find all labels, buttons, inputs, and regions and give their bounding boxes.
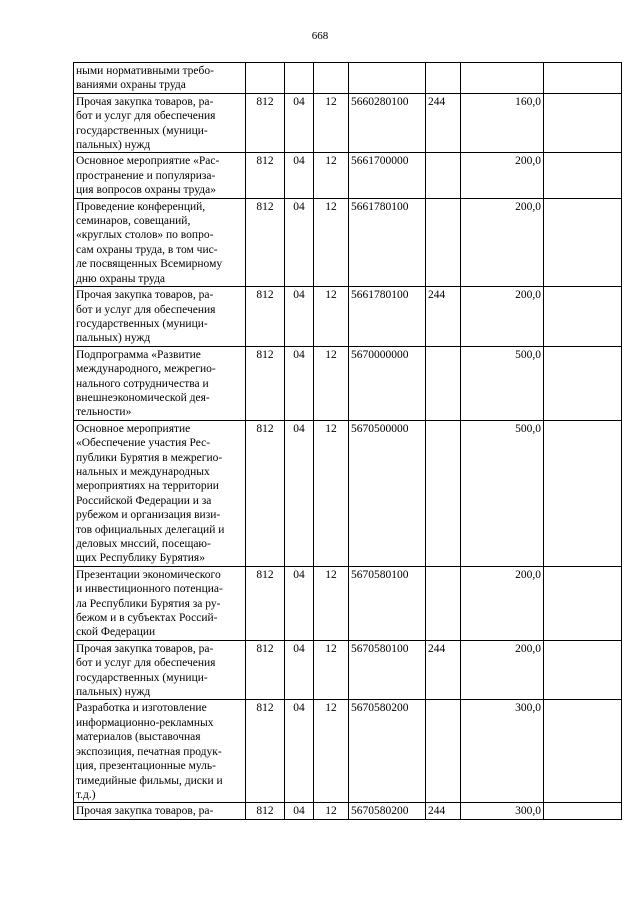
amount-cell: 160,0	[461, 93, 544, 153]
amount-cell: 200,0	[461, 198, 544, 286]
empty-cell	[544, 420, 622, 566]
empty-cell	[544, 640, 622, 700]
amount-cell: 200,0	[461, 566, 544, 640]
glava-code-cell: 812	[246, 346, 285, 420]
empty-cell	[544, 346, 622, 420]
budget-table-body	[74, 63, 622, 820]
expense-type-cell	[426, 198, 461, 286]
section-code-cell: 04	[285, 287, 314, 347]
expense-type-cell	[426, 420, 461, 566]
row-name-cell: Прочая закупка товаров, ра- бот и услуг для обеспечения государственных (муници- пальных) нужд	[74, 640, 246, 700]
subsection-code-cell: 12	[314, 198, 349, 286]
row-name-cell: Проведение конференций, семинаров, совещаний, «круглых столов» по вопро- сам охраны труда, в том чис- ле посвященных Всемирному дню охраны труда	[74, 198, 246, 286]
subsection-code-cell: 12	[314, 287, 349, 347]
expense-type-cell	[426, 63, 461, 94]
table-row	[74, 287, 622, 347]
row-name-cell: Подпрограмма «Развитие международного, межрегио- нального сотрудничества и внешнеэкономической дея- тельности»	[74, 346, 246, 420]
empty-cell	[544, 153, 622, 198]
empty-cell	[544, 700, 622, 803]
table-row	[74, 63, 622, 94]
section-code-cell	[285, 63, 314, 94]
target-article-cell: 5670580200	[349, 700, 426, 803]
amount-cell: 300,0	[461, 803, 544, 819]
table-row	[74, 640, 622, 700]
row-name-cell: Основное мероприятие «Рас- пространение и популяриза- ция вопросов охраны труда»	[74, 153, 246, 198]
glava-code-cell: 812	[246, 198, 285, 286]
target-article-cell: 5661780100	[349, 198, 426, 286]
amount-cell: 200,0	[461, 640, 544, 700]
expense-type-cell: 244	[426, 640, 461, 700]
target-article-cell: 5661700000	[349, 153, 426, 198]
target-article-cell: 5661780100	[349, 287, 426, 347]
expense-type-cell	[426, 700, 461, 803]
glava-code-cell: 812	[246, 153, 285, 198]
row-name-cell: Основное мероприятие «Обеспечение участия Рес- публики Бурятия в межрегио- нальных и международных мероприятиях на территории Российской Федерации и за рубежом и организация визи- тов официальных делегаций и деловых мнссий, посещаю- щих Республику Бурятия»	[74, 420, 246, 566]
expense-type-cell: 244	[426, 803, 461, 819]
target-article-cell: 5670000000	[349, 346, 426, 420]
subsection-code-cell: 12	[314, 93, 349, 153]
empty-cell	[544, 287, 622, 347]
amount-cell: 500,0	[461, 346, 544, 420]
page-number: 668	[311, 30, 329, 42]
amount-cell: 300,0	[461, 700, 544, 803]
row-name-cell: Разработка и изготовление информационно-рекламных материалов (выставочная экспозиция, печатная продук- ция, презентационные муль- тимедийные фильмы, диски и т.д.)	[74, 700, 246, 803]
subsection-code-cell: 12	[314, 640, 349, 700]
amount-cell: 200,0	[461, 153, 544, 198]
subsection-code-cell: 12	[314, 700, 349, 803]
empty-cell	[544, 93, 622, 153]
glava-code-cell: 812	[246, 566, 285, 640]
target-article-cell: 5670580100	[349, 640, 426, 700]
subsection-code-cell: 12	[314, 153, 349, 198]
table-row	[74, 420, 622, 566]
row-name-cell: Презентации экономического и инвестиционного потенциа- ла Республики Бурятия за ру- бежом и в субъектах Россий- ской Федерации	[74, 566, 246, 640]
subsection-code-cell: 12	[314, 420, 349, 566]
section-code-cell: 04	[285, 566, 314, 640]
subsection-code-cell: 12	[314, 566, 349, 640]
target-article-cell: 5670500000	[349, 420, 426, 566]
expense-type-cell: 244	[426, 93, 461, 153]
expense-type-cell: 244	[426, 287, 461, 347]
amount-cell: 200,0	[461, 287, 544, 347]
glava-code-cell: 812	[246, 420, 285, 566]
row-name-cell: Прочая закупка товаров, ра-	[74, 803, 246, 819]
row-name-cell: Прочая закупка товаров, ра- бот и услуг для обеспечения государственных (муници- пальных) нужд	[74, 287, 246, 347]
amount-cell: 500,0	[461, 420, 544, 566]
section-code-cell: 04	[285, 93, 314, 153]
empty-cell	[544, 198, 622, 286]
target-article-cell: 5660280100	[349, 93, 426, 153]
target-article-cell: 5670580200	[349, 803, 426, 819]
table-row	[74, 803, 622, 819]
section-code-cell: 04	[285, 640, 314, 700]
table-row	[74, 700, 622, 803]
target-article-cell: 5670580100	[349, 566, 426, 640]
expense-type-cell	[426, 346, 461, 420]
table-row	[74, 566, 622, 640]
target-article-cell	[349, 63, 426, 94]
subsection-code-cell	[314, 63, 349, 94]
glava-code-cell	[246, 63, 285, 94]
amount-cell	[461, 63, 544, 94]
empty-cell	[544, 803, 622, 819]
section-code-cell: 04	[285, 803, 314, 819]
empty-cell	[544, 63, 622, 94]
expense-type-cell	[426, 153, 461, 198]
empty-cell	[544, 566, 622, 640]
table-row	[74, 346, 622, 420]
glava-code-cell: 812	[246, 640, 285, 700]
section-code-cell: 04	[285, 198, 314, 286]
table-row	[74, 93, 622, 153]
table-row	[74, 198, 622, 286]
subsection-code-cell: 12	[314, 346, 349, 420]
section-code-cell: 04	[285, 700, 314, 803]
budget-table	[73, 62, 622, 820]
row-name-cell: ными нормативными требо- ваниями охраны труда	[74, 63, 246, 94]
section-code-cell: 04	[285, 153, 314, 198]
subsection-code-cell: 12	[314, 803, 349, 819]
glava-code-cell: 812	[246, 700, 285, 803]
section-code-cell: 04	[285, 420, 314, 566]
row-name-cell: Прочая закупка товаров, ра- бот и услуг для обеспечения государственных (муници- пальных) нужд	[74, 93, 246, 153]
section-code-cell: 04	[285, 346, 314, 420]
expense-type-cell	[426, 566, 461, 640]
glava-code-cell: 812	[246, 93, 285, 153]
glava-code-cell: 812	[246, 287, 285, 347]
glava-code-cell: 812	[246, 803, 285, 819]
table-row	[74, 153, 622, 198]
